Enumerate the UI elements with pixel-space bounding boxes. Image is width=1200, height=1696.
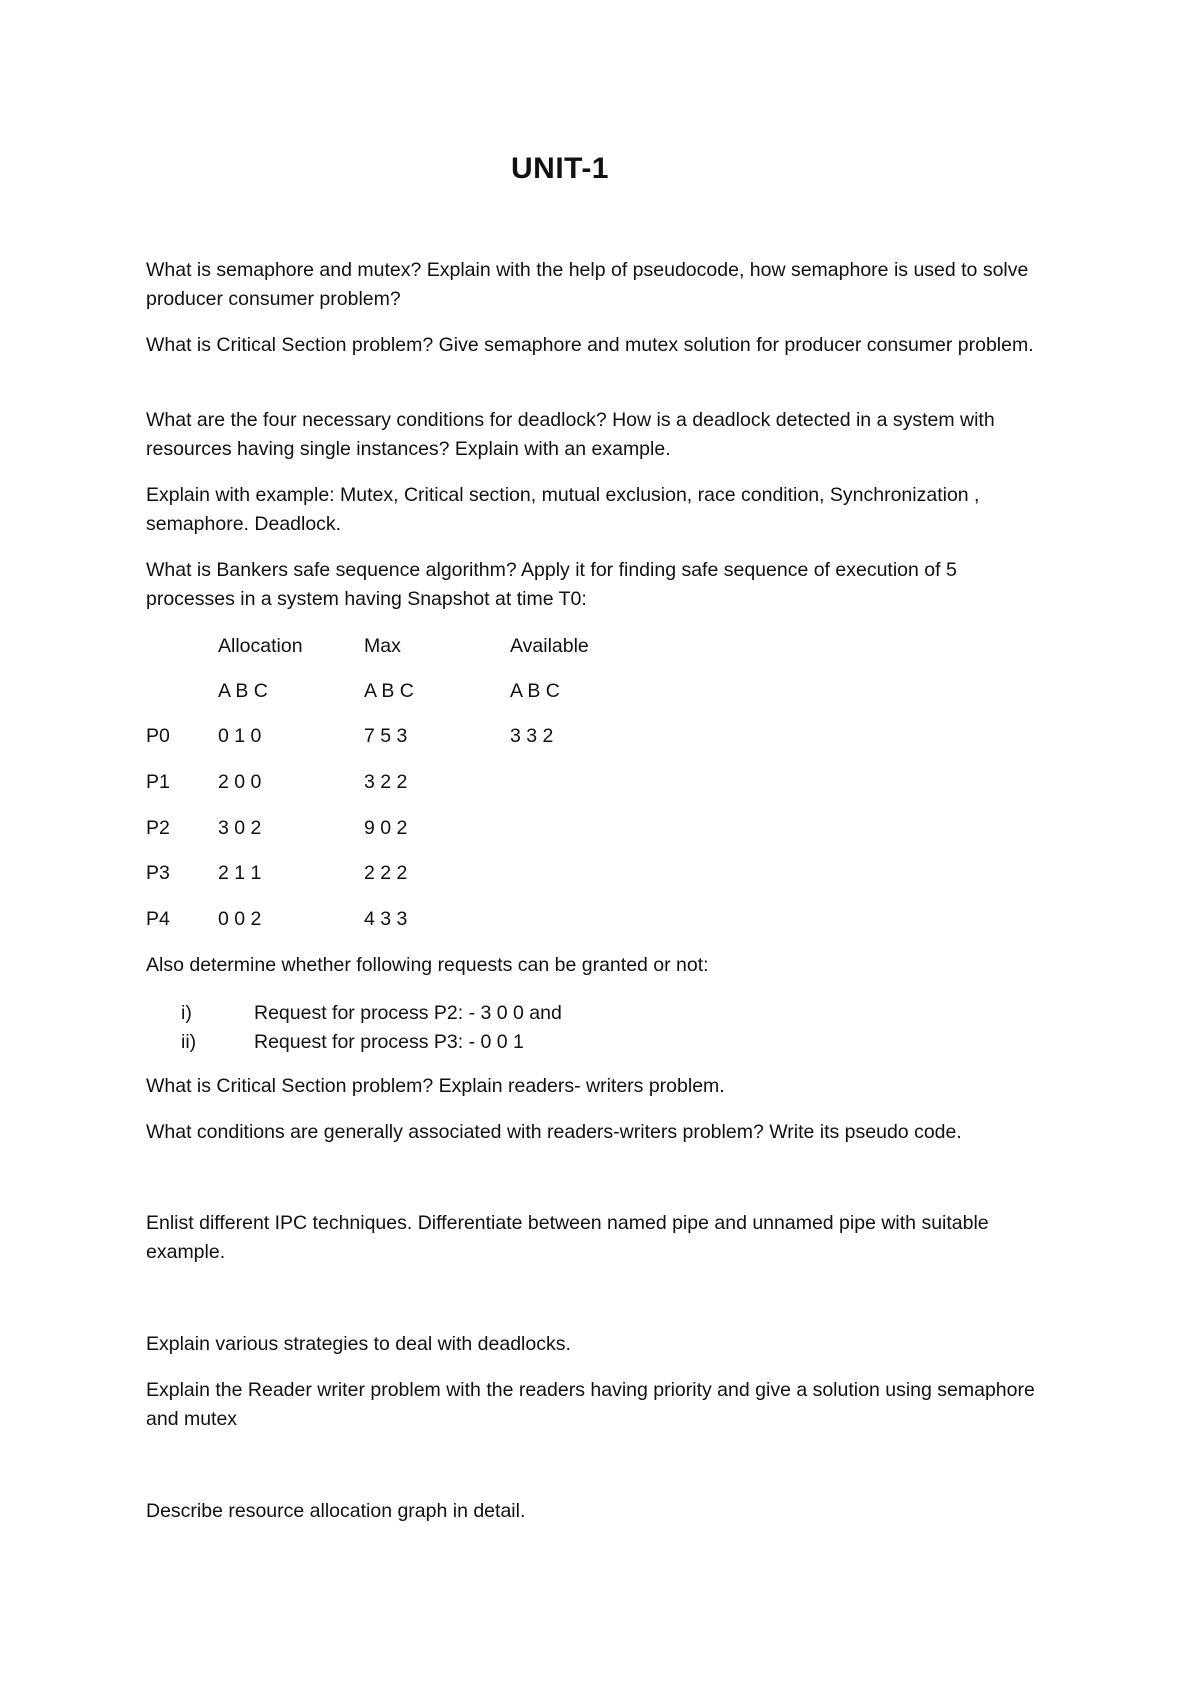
question-6: Also determine whether following requests can be granted or not:: [146, 954, 709, 976]
table-row-allocation: 2 1 1: [218, 862, 262, 884]
table-row-process: P4: [146, 908, 170, 930]
table-row-allocation: 0 0 2: [218, 908, 262, 930]
table-subheader-available: A B C: [510, 680, 560, 702]
table-subheader-allocation: A B C: [218, 680, 268, 702]
question-7: What is Critical Section problem? Explain readers- writers problem.: [146, 1075, 725, 1097]
table-row-allocation: 3 0 2: [218, 817, 262, 839]
question-5: What is Bankers safe sequence algorithm? Apply it for finding safe sequence of execution of 5 processes in a system having Snapshot at time T0:: [146, 559, 957, 610]
table-header-max: Max: [364, 635, 401, 657]
question-4: Explain with example: Mutex, Critical section, mutual exclusion, race condition, Synchronization , semaphore. Deadlock.: [146, 484, 980, 535]
list-item-text: Request for process P2: - 3 0 0 and: [254, 1002, 562, 1024]
question-11: Explain the Reader writer problem with the readers having priority and give a solution using semaphore and mutex: [146, 1379, 1035, 1430]
question-2: What is Critical Section problem? Give semaphore and mutex solution for producer consumer problem.: [146, 334, 1034, 356]
table-row-max: 2 2 2: [364, 862, 408, 884]
table-row-process: P3: [146, 862, 170, 884]
table-row-available: 3 3 2: [510, 725, 554, 747]
page-title: UNIT-1: [510, 152, 609, 185]
question-3: What are the four necessary conditions for deadlock? How is a deadlock detected in a system with resources having single instances? Explain with an example.: [146, 409, 995, 460]
question-1: What is semaphore and mutex? Explain with the help of pseudocode, how semaphore is used to solve producer consumer problem?: [146, 259, 1029, 310]
table-row-max: 7 5 3: [364, 725, 408, 747]
table-row-allocation: 2 0 0: [218, 771, 262, 793]
table-row-process: P1: [146, 771, 170, 793]
question-9: Enlist different IPC techniques. Differentiate between named pipe and unnamed pipe with suitable example.: [146, 1212, 989, 1263]
table-row-process: P0: [146, 725, 170, 747]
table-header-allocation: Allocation: [218, 635, 303, 657]
list-item-number: i): [181, 1002, 192, 1024]
question-8: What conditions are generally associated with readers-writers problem? Write its pseudo code.: [146, 1121, 962, 1143]
table-header-available: Available: [510, 635, 589, 657]
list-item-text: Request for process P3: - 0 0 1: [254, 1031, 524, 1053]
table-row-max: 9 0 2: [364, 817, 408, 839]
table-row-max: 3 2 2: [364, 771, 408, 793]
question-12: Describe resource allocation graph in detail.: [146, 1500, 526, 1522]
question-10: Explain various strategies to deal with deadlocks.: [146, 1333, 571, 1355]
table-subheader-max: A B C: [364, 680, 414, 702]
table-row-process: P2: [146, 817, 170, 839]
table-row-allocation: 0 1 0: [218, 725, 262, 747]
list-item-number: ii): [181, 1031, 197, 1053]
table-row-max: 4 3 3: [364, 908, 408, 930]
